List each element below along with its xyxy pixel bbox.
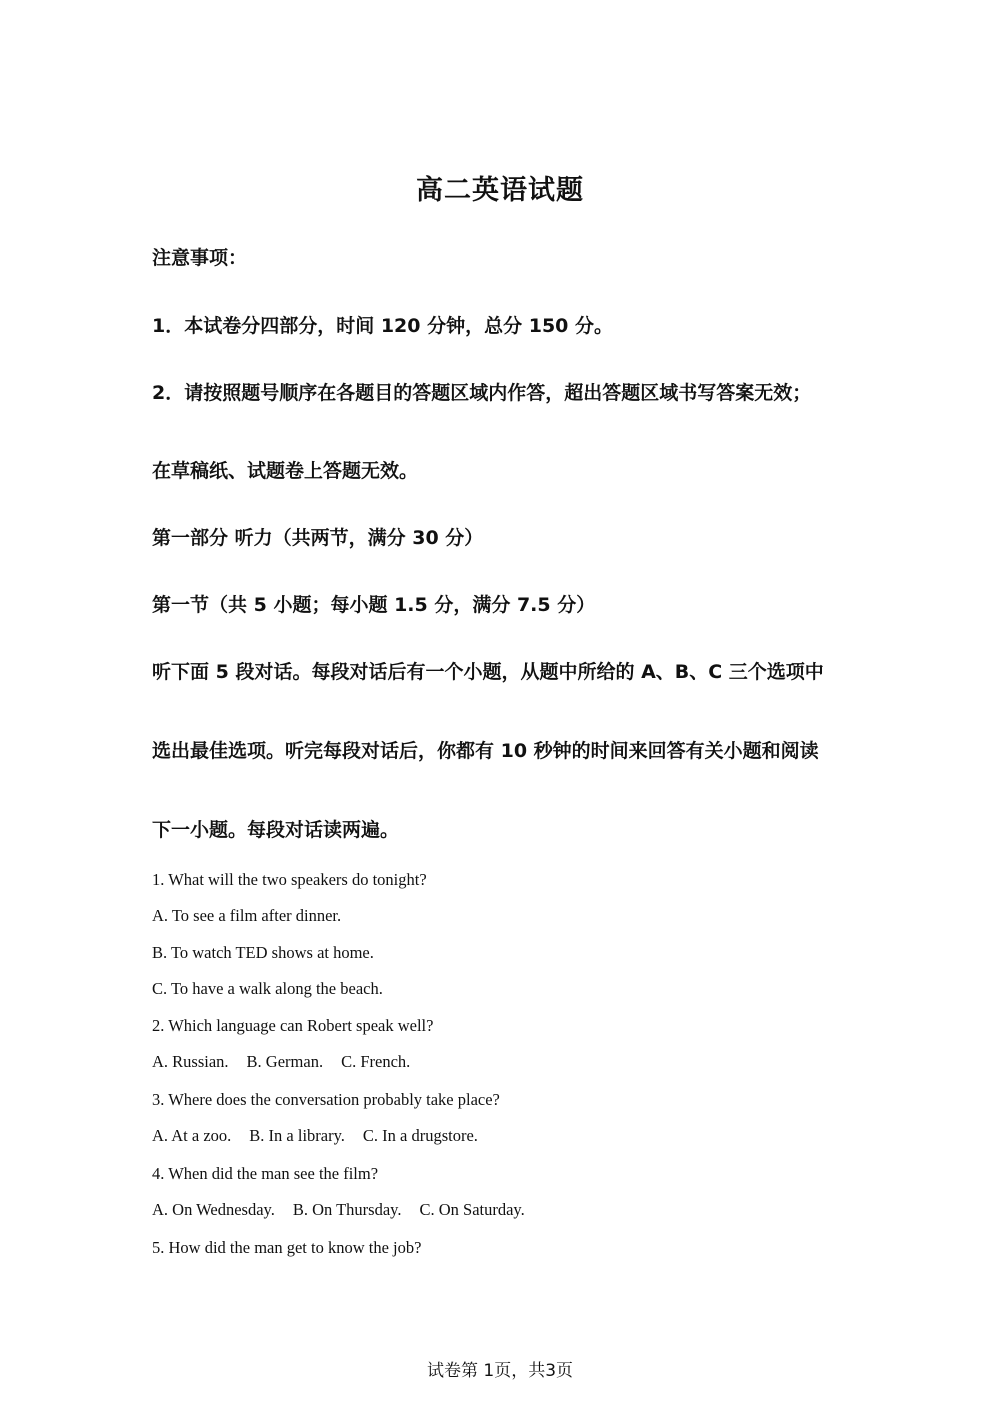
question-3-options bbox=[152, 1126, 496, 1146]
question-3-option-a: A. At a zoo. bbox=[152, 1126, 232, 1145]
question-2-option-c: C. French. bbox=[341, 1052, 411, 1071]
question-1-stem: 1. What will the two speakers do tonight? bbox=[152, 870, 427, 889]
question-2-options bbox=[152, 1052, 428, 1072]
question-3-stem: 3. Where does the conversation probably take place? bbox=[152, 1090, 500, 1109]
question-3-option-b: B. In a library. bbox=[249, 1126, 345, 1145]
instructions-line-1: 听下面 5 段对话。每段对话后有一个小题，从题中所给的 A、B、C 三个选项中 bbox=[152, 661, 824, 683]
question-2-stem: 2. Which language can Robert speak well? bbox=[152, 1016, 434, 1035]
instructions-line-3: 下一小题。每段对话读两遍。 bbox=[152, 819, 400, 841]
notes-item-2-line-1: 2．请按照题号顺序在各题目的答题区域内作答，超出答题区域书写答案无效； bbox=[152, 382, 812, 404]
section1-heading: 第一节（共 5 小题；每小题 1.5 分，满分 7.5 分） bbox=[152, 594, 596, 616]
instructions-line-2: 选出最佳选项。听完每段对话后，你都有 10 秒钟的时间来回答有关小题和阅读 bbox=[152, 740, 819, 762]
question-2-option-a: A. Russian. bbox=[152, 1052, 229, 1071]
question-4-option-a: A. On Wednesday. bbox=[152, 1200, 275, 1219]
question-1-option-a: A. To see a film after dinner. bbox=[152, 906, 342, 925]
question-4-options bbox=[152, 1200, 543, 1220]
part1-heading: 第一部分 听力（共两节，满分 30 分） bbox=[152, 527, 484, 549]
question-4-option-c: C. On Saturday. bbox=[419, 1200, 525, 1219]
question-2-option-b: B. German. bbox=[246, 1052, 324, 1071]
notes-item-2-line-2: 在草稿纸、试题卷上答题无效。 bbox=[152, 460, 419, 482]
question-1-option-b: B. To watch TED shows at home. bbox=[152, 943, 374, 962]
question-4-stem: 4. When did the man see the film? bbox=[152, 1164, 379, 1183]
question-5-stem: 5. How did the man get to know the job? bbox=[152, 1238, 422, 1257]
notes-item-1: 1．本试卷分四部分，时间 120 分钟，总分 150 分。 bbox=[152, 315, 614, 337]
page-title: 高二英语试题 bbox=[416, 175, 584, 206]
question-1-option-c: C. To have a walk along the beach. bbox=[152, 979, 383, 998]
notes-heading: 注意事项： bbox=[152, 247, 248, 269]
question-4-option-b: B. On Thursday. bbox=[292, 1200, 402, 1219]
question-3-option-c: C. In a drugstore. bbox=[362, 1126, 478, 1145]
page-footer: 试卷第 1页，共3页 bbox=[426, 1361, 574, 1381]
